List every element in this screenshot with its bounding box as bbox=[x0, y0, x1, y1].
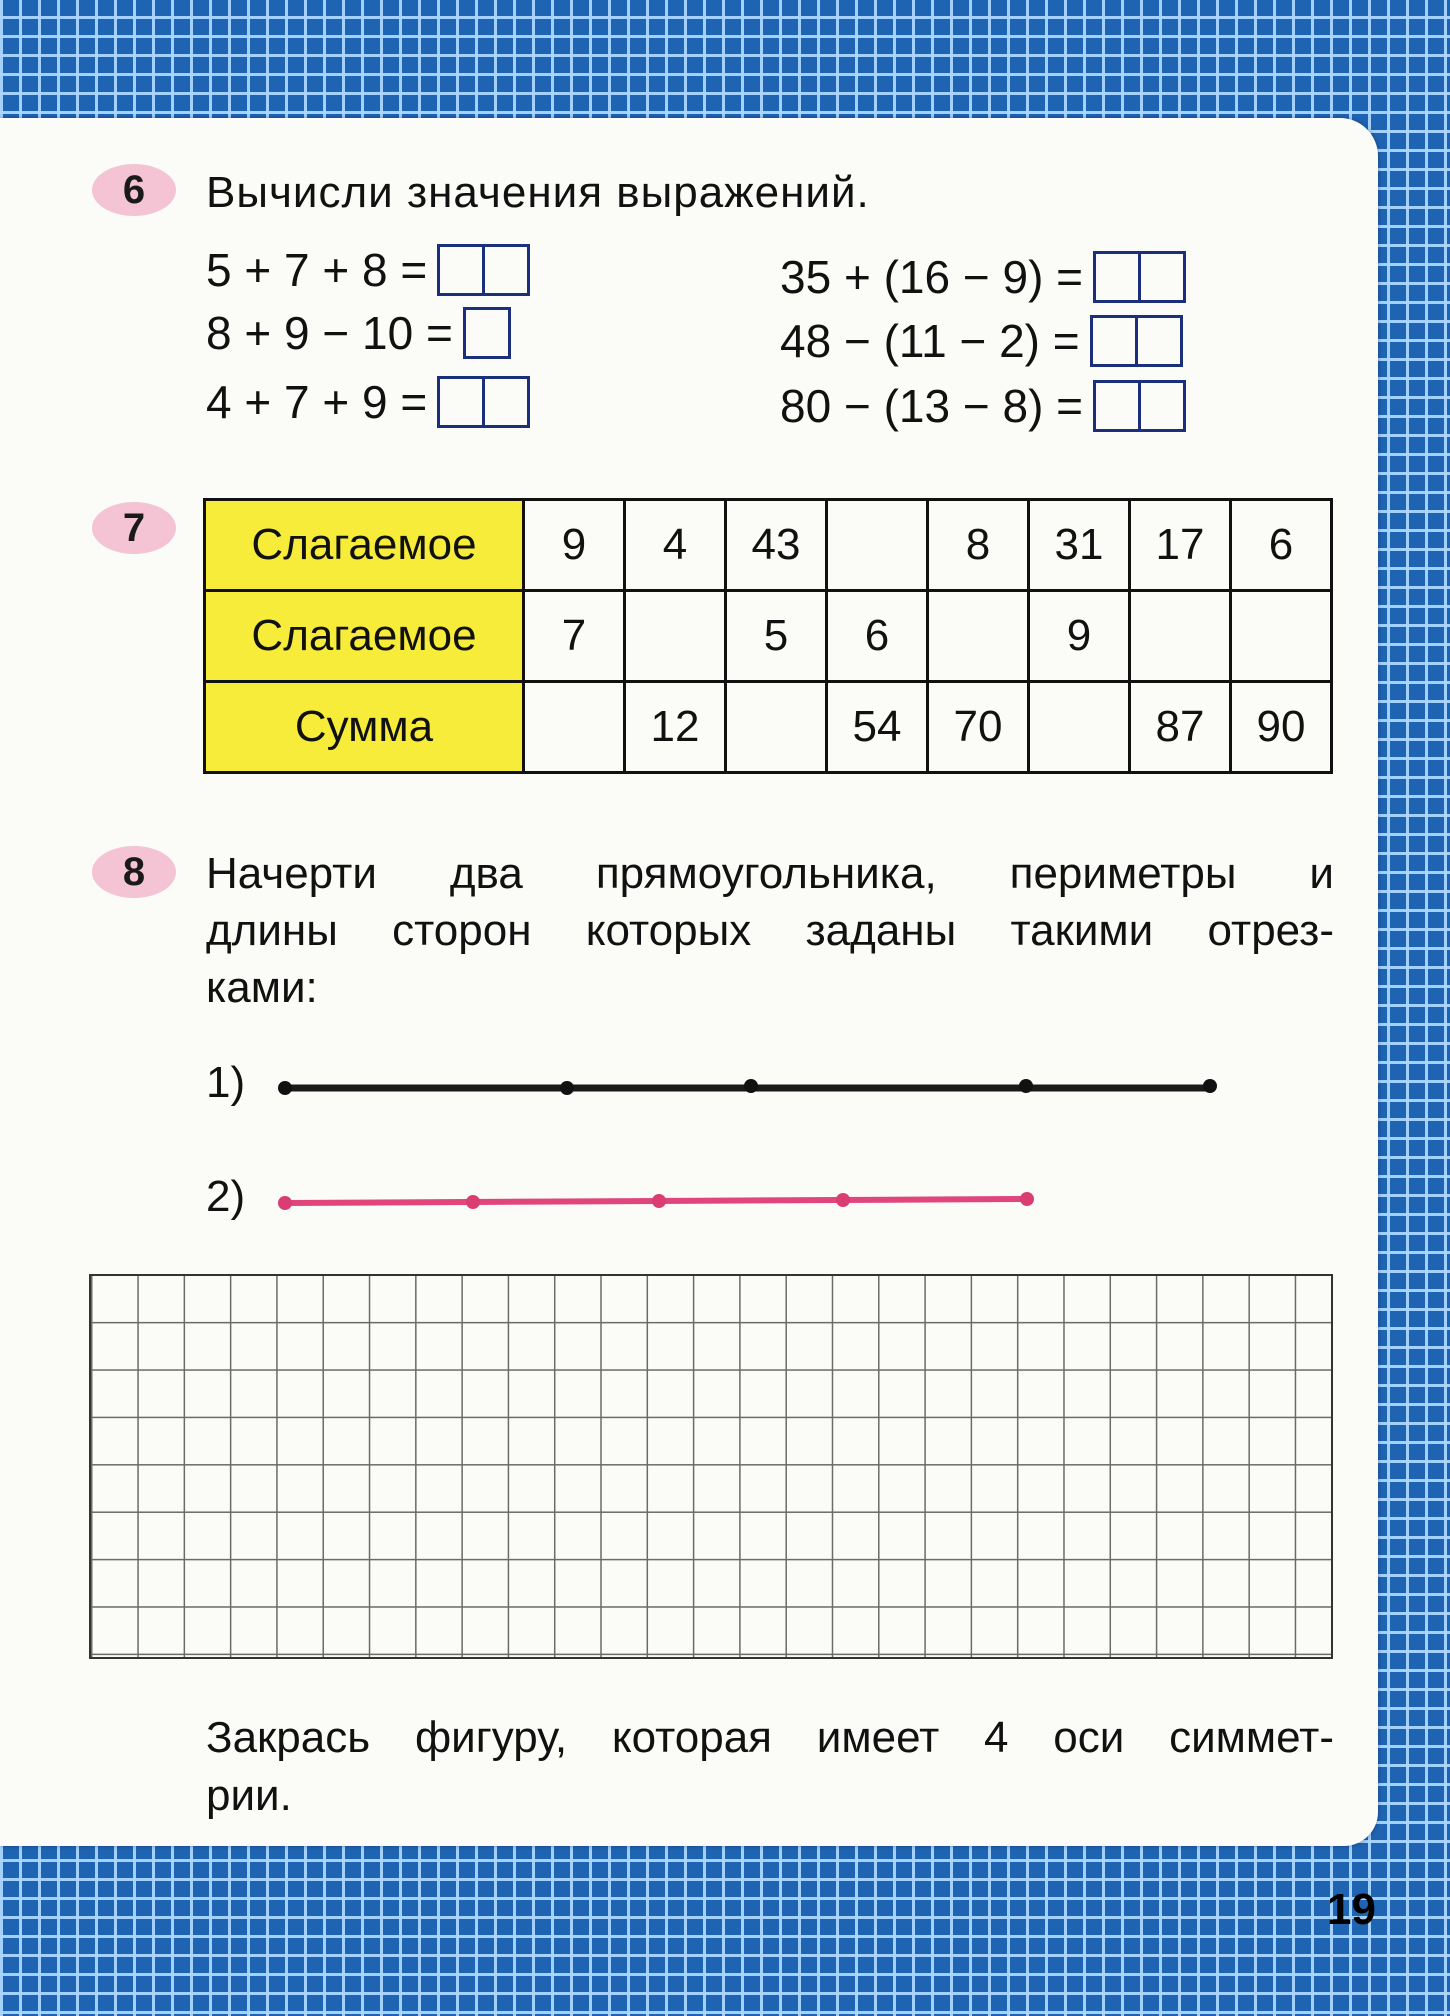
table-cell[interactable]: 43 bbox=[726, 500, 827, 591]
table-cell[interactable]: 87 bbox=[1130, 682, 1231, 773]
footer-text-line: рии. bbox=[206, 1771, 292, 1820]
page-number: 19 bbox=[1327, 1885, 1376, 1934]
segment-2-point bbox=[652, 1194, 666, 1208]
table-cell[interactable]: 54 bbox=[827, 682, 928, 773]
segment-2-point bbox=[466, 1195, 480, 1209]
segment-1 bbox=[278, 1079, 1217, 1095]
segment-1-label: 1) bbox=[206, 1058, 246, 1107]
segment-2-point bbox=[1020, 1192, 1034, 1206]
task-6-title: Вычисли значения выражений. bbox=[206, 168, 870, 217]
segment-1-point bbox=[560, 1081, 574, 1095]
table-cell[interactable]: 9 bbox=[524, 500, 625, 591]
task-6-expression: 80 − (13 − 8) = bbox=[780, 376, 1186, 436]
table-cell[interactable]: 90 bbox=[1231, 682, 1332, 773]
table-cell[interactable]: 9 bbox=[1029, 591, 1130, 682]
segment-1-point bbox=[744, 1079, 758, 1093]
task-6-expression: 4 + 7 + 9 = bbox=[206, 372, 530, 432]
task-7-badge: 7 bbox=[92, 502, 176, 554]
task-8-text-line: ками: bbox=[206, 963, 318, 1012]
task-6-expression: 8 + 9 − 10 = bbox=[206, 303, 511, 363]
row-label: Сумма bbox=[205, 682, 524, 773]
task-6-expression: 35 + (16 − 9) = bbox=[780, 247, 1186, 307]
task-8-text-line: Начерти два прямоугольника, периметры и bbox=[206, 849, 1334, 898]
segment-2-point bbox=[278, 1196, 292, 1210]
segment-2 bbox=[278, 1192, 1034, 1210]
row-label: Слагаемое bbox=[205, 591, 524, 682]
table-cell[interactable]: 6 bbox=[827, 591, 928, 682]
table-cell[interactable]: 70 bbox=[928, 682, 1029, 773]
table-cell[interactable]: 31 bbox=[1029, 500, 1130, 591]
segment-1-point bbox=[278, 1081, 292, 1095]
task-6-expression: 48 − (11 − 2) = bbox=[780, 311, 1183, 371]
footer-text-line: Закрась фигуру, которая имеет 4 оси симмет- bbox=[206, 1713, 1334, 1762]
table-cell[interactable]: 12 bbox=[625, 682, 726, 773]
table-cell[interactable]: 17 bbox=[1130, 500, 1231, 591]
task-8-badge: 8 bbox=[92, 846, 176, 898]
table-cell[interactable]: 6 bbox=[1231, 500, 1332, 591]
table-cell[interactable]: 4 bbox=[625, 500, 726, 591]
table-cell[interactable]: 5 bbox=[726, 591, 827, 682]
segment-1-point bbox=[1019, 1079, 1033, 1093]
table-cell[interactable]: 8 bbox=[928, 500, 1029, 591]
task-6-badge: 6 bbox=[92, 164, 176, 216]
segment-1-point bbox=[1203, 1079, 1217, 1093]
segment-2-point bbox=[836, 1193, 850, 1207]
segment-2-label: 2) bbox=[206, 1172, 246, 1221]
task-6-expression: 5 + 7 + 8 = bbox=[206, 240, 530, 300]
drawing-grid[interactable] bbox=[89, 1274, 1333, 1659]
task-8-text-line: длины сторон которых заданы такими отрез- bbox=[206, 906, 1334, 955]
table-cell[interactable]: 7 bbox=[524, 591, 625, 682]
row-label: Слагаемое bbox=[205, 500, 524, 591]
